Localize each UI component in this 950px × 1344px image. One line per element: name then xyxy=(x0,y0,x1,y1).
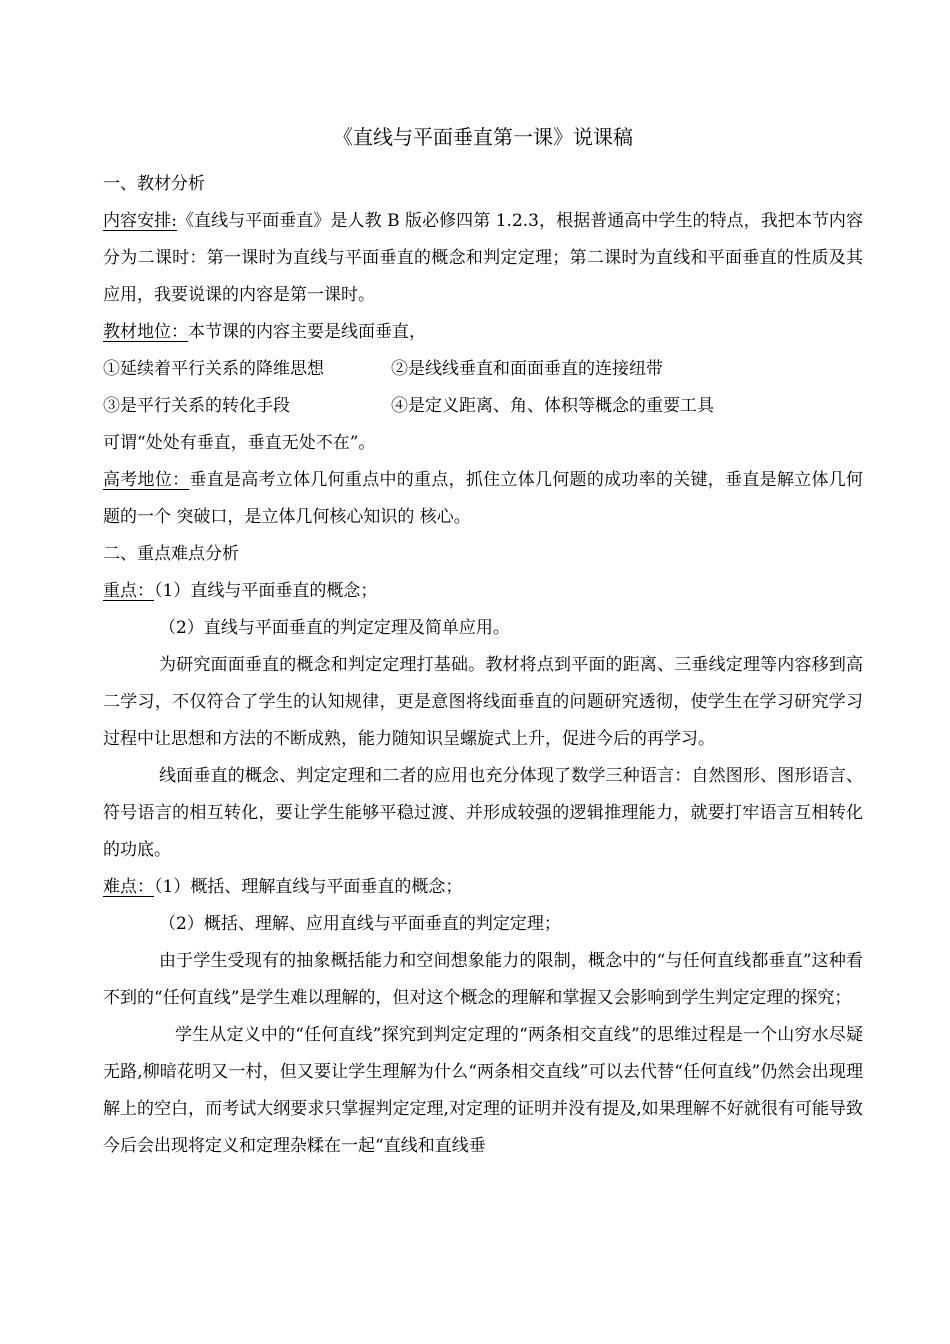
content-arrangement-label: 内容安排: xyxy=(103,211,177,231)
content-arrangement-paragraph xyxy=(103,203,863,314)
key-paragraph-2: 线面垂直的概念、判定定理和二者的应用也充分体现了数学三种语言：自然图形、图形语言、符号语言的相互转化，要让学生能够平稳过渡、并形成较强的逻辑推理能力，就要打牢语言互相转化的功底。 xyxy=(103,766,863,860)
difficult-point-2: （2）概括、理解、应用直线与平面垂直的判定定理； xyxy=(159,914,561,934)
key-point-label: 重点： xyxy=(103,581,154,601)
exam-position-paragraph xyxy=(103,462,863,536)
key-point-2: （2）直线与平面垂直的判定定理及简单应用。 xyxy=(159,618,510,638)
position-item-3: ③是平行关系的转化手段 xyxy=(103,396,290,416)
page-title: 《直线与平面垂直第一课》说课稿 xyxy=(333,125,633,149)
section-heading-key-difficult: 二、重点难点分析 xyxy=(103,544,239,564)
position-items-row-1 xyxy=(103,351,863,388)
position-item-4: ④是定义距离、角、体积等概念的重要工具 xyxy=(391,396,714,416)
key-point-1: （1）直线与平面垂直的概念； xyxy=(154,581,378,601)
difficult-point-1-line xyxy=(103,869,863,906)
key-paragraph-1: 为研究面面垂直的概念和判定定理打基础。教材将点到平面的距离、三垂线定理等内容移到高二学习，不仅符合了学生的认知规律，更是意图将线面垂直的问题研究透彻，使学生在学习研究学习过程中让思想和方法的不断成熟，能力随知识呈螺旋式上升，促进今后的再学习。 xyxy=(103,655,863,749)
exam-position-text: 垂直是高考立体几何重点中的重点，抓住立体几何题的成功率的关键，垂直是解立体几何题的一个 突破口，是立体几何核心知识的 核心。 xyxy=(103,470,864,527)
summary-line: 可谓“处处有垂直，垂直无处不在”。 xyxy=(103,433,376,453)
document-page xyxy=(103,118,863,1165)
key-point-1-line xyxy=(103,573,863,610)
difficult-point-1: （1）概括、理解直线与平面垂直的概念； xyxy=(154,877,463,897)
section-heading-textbook-analysis: 一、教材分析 xyxy=(103,174,205,194)
position-item-2: ②是线线垂直和面面垂直的连接纽带 xyxy=(391,359,663,379)
textbook-position-line xyxy=(103,314,863,351)
textbook-position-label: 教材地位： xyxy=(103,322,188,342)
difficult-paragraph-2: 学生从定义中的“任何直线”探究到判定定理的“两条相交直线”的思维过程是一个山穷水尽疑无路,柳暗花明又一村，但又要让学生理解为什么“两条相交直线”可以去代替“任何直线”仍然会出现理解上的空白，而考试大纲要求只掌握判定定理,对定理的证明并没有提及,如果理解不好就很有可能导致今后会出现将定义和定理杂糅在一起“直线和直线垂 xyxy=(103,1025,863,1156)
position-items-row-2 xyxy=(103,388,863,425)
position-item-1: ①延续着平行关系的降维思想 xyxy=(103,359,324,379)
exam-position-label: 高考地位： xyxy=(103,470,190,490)
difficult-point-label: 难点： xyxy=(103,877,154,897)
content-arrangement-text: 《直线与平面垂直》是人教 B 版必修四第 1.2.3，根据普通高中学生的特点，我把本节内容分为二课时：第一课时为直线与平面垂直的概念和判定定理；第二课时为直线和平面垂直的性质及其应用，我要说课的内容是第一课时。 xyxy=(103,211,863,305)
textbook-position-text: 本节课的内容主要是线面垂直， xyxy=(188,322,426,342)
difficult-paragraph-1: 由于学生受现有的抽象概括能力和空间想象能力的限制，概念中的“与任何直线都垂直”这种看不到的“任何直线”是学生难以理解的，但对这个概念的理解和掌握又会影响到学生判定定理的探究； xyxy=(103,951,863,1008)
